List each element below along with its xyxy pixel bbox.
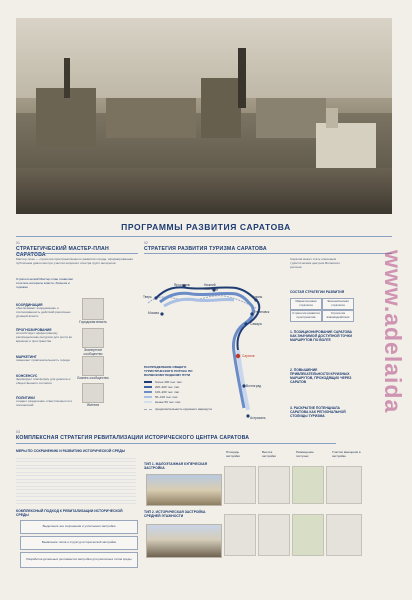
- state-box-space: Стратегия развития пространства: [290, 310, 322, 322]
- section-1-title: СТРАТЕГИЧЕСКИЙ МАСТЕР-ПЛАН САРАТОВА: [16, 246, 109, 258]
- title-rule: [16, 236, 392, 237]
- strategy-state-title: СОСТАЯ СТРАТЕГИИ РАЗВИТИЯ: [290, 290, 345, 294]
- type2-height-diagram: [258, 514, 290, 556]
- legend-swatch-5: [144, 401, 152, 403]
- item-coordination-text: обеспечивает координацию и согласованность действий различных уровней власти: [16, 306, 71, 318]
- city-samara: Самара: [250, 322, 262, 326]
- type2-plots-diagram: [326, 514, 362, 556]
- approach-box-3: Разработка детальных регламентов застройки для различных типов среды: [20, 552, 138, 568]
- legend-item-3: 100–200 тыс. пас.: [155, 390, 180, 394]
- strategy-point-3: 3. РАСКРЫТИЕ ПОТЕНЦИАЛА САРАТОВА КАК РЕГИОНАЛЬНОЙ СТОЛИЦЫ ТУРИЗМА: [290, 406, 346, 418]
- business-figure-icon: [82, 356, 104, 376]
- section-3-title: КОМПЛЕКСНАЯ СТРАТЕГИЯ РЕВИТАЛИЗАЦИИ ИСТОРИЧЕСКОГО ЦЕНТРА САРАТОВА: [16, 435, 250, 441]
- type1-height-diagram: [258, 466, 290, 504]
- type1-placement-diagram: [292, 466, 324, 504]
- watermark-text: www.adelaida: [380, 250, 406, 414]
- legend-item-4: 50–100 тыс. пас.: [155, 395, 179, 399]
- page-title: ПРОГРАММЫ РАЗВИТИЯ САРАТОВА: [121, 222, 291, 232]
- type2-placement-diagram: [292, 514, 324, 556]
- legend-route: продолжительность круизного маршрута: [155, 407, 212, 411]
- item-policy-label: ПОЛИТИКИ: [16, 396, 35, 400]
- city-nizhny: Нижний Новгород: [204, 283, 218, 291]
- legend-swatch-2: [144, 386, 152, 388]
- table-header-area: Площадь застройки: [226, 450, 240, 458]
- section-3-rule: [16, 443, 336, 444]
- city-volgograd: Волгоград: [246, 384, 262, 388]
- type1-building-photo: [146, 474, 222, 506]
- fig-residents: Жители: [86, 403, 100, 407]
- state-box-economic: Экономическая стратегия: [322, 298, 354, 310]
- item-forecast-label: ПРОГНОЗИРОВАНИЕ: [16, 328, 52, 332]
- item-consensus-text: формирует платформу для диалога и общественного согласия: [16, 377, 71, 385]
- strategy-point-2: 2. ПОВЫШЕНИЕ ПРИВЛЕКАТЕЛЬНОСТИ КРУИЗНЫХ МАРШРУТОВ, ПРОХОДЯЩИХ ЧЕРЕЗ САРАТОВ: [290, 368, 352, 384]
- strategy-point-1: 1. ПОЗИЦИОНИРОВАНИЕ САРАТОВА КАК ЗНАЧИМОЙ ДОСТУПНОЙ ТОЧКИ МАРШРУТОВ ПО ВОЛГЕ: [290, 330, 352, 342]
- legend-swatch-4: [144, 396, 152, 398]
- legend-swatch-route: [144, 409, 152, 410]
- approach-box-2: Выявление типов и структур исторической застройки: [20, 536, 138, 550]
- measures-heading: МЕРЫ ПО СОХРАНЕНИЮ И РАЗВИТИЮ ИСТОРИЧЕСКОЙ СРЕДЫ: [16, 449, 125, 453]
- tourism-right-text: Саратов может стать ключевым туристическим центром Волжского региона: [290, 257, 341, 269]
- type1-plots-diagram: [326, 466, 362, 504]
- section-2-number: 02: [144, 241, 148, 245]
- experts-figure-icon: [82, 328, 104, 348]
- item-forecast-text: способствует эффективному распределению ресурсов для роста во времени и пространстве: [16, 331, 73, 343]
- city-astrakhan: Астрахань: [250, 416, 266, 420]
- approach-box-1: Выделение зон сохранения и уплотнения застройки: [20, 520, 138, 534]
- state-box-marketing: Маркетинговая стратегия: [290, 298, 322, 310]
- legend-swatch-3: [144, 391, 152, 393]
- saratov-marker: [236, 354, 240, 358]
- section-2-title: СТРАТЕГИЯ РАЗВИТИЯ ТУРИЗМА САРАТОВА: [144, 246, 267, 252]
- city-kazan: Казань: [252, 295, 263, 299]
- table-header-placement: Размещение построек: [296, 450, 314, 458]
- city-moscow: Москва: [148, 311, 159, 315]
- table-header-height: Высота застройки: [262, 450, 276, 458]
- city-yaroslavl: Ярославль: [174, 283, 191, 287]
- legend-swatch-1: [144, 381, 152, 383]
- residents-figure-icon: [82, 383, 104, 403]
- section-1-rule: [16, 253, 138, 254]
- legend-item-5: менее 50 тыс. пас.: [155, 400, 182, 404]
- legend-item-1: более 300 тыс. пас.: [155, 380, 183, 384]
- city-ulyanovsk: Ульяновск: [254, 310, 270, 314]
- map-caption: РАСПРЕДЕЛЕНИЕ ОБЩЕГО ТУРИСТИЧЕСКОГО ПОТОКА ПО ВОЛЖСКОМУ ВОДНОМУ ПУТИ: [144, 365, 193, 377]
- type1-area-diagram: [224, 466, 256, 504]
- city-authority-figure-icon: [82, 298, 104, 320]
- measures-list: [16, 455, 136, 505]
- table-row-1-title: ТИП 1. МАЛОЭТАЖНАЯ КУПЕЧЕСКАЯ ЗАСТРОЙКА: [144, 462, 208, 470]
- type2-area-diagram: [224, 514, 256, 556]
- city-tver: Тверь: [143, 295, 152, 299]
- historic-city-photo: [16, 18, 392, 214]
- type2-building-photo: [146, 524, 222, 558]
- section-2-rule: [144, 253, 392, 254]
- item-coordination-label: КООРДИНАЦИЯ: [16, 303, 43, 307]
- item-marketing-text: повышает привлекательность города: [16, 358, 70, 362]
- section-1-intro2: Стратегический Мастер-план позволяет сочетать интересы власти, бизнеса и горожан: [16, 277, 74, 289]
- legend-item-2: 200–300 тыс. пас.: [155, 385, 180, 389]
- item-consensus-label: КОНСЕНСУС: [16, 374, 38, 378]
- table-row-2-title: ТИП 2. ИСТОРИЧЕСКАЯ ЗАСТРОЙКА СРЕДНЕЙ ЭТАЖНОСТИ: [144, 510, 206, 518]
- section-1-number: 01: [16, 241, 20, 245]
- approach-heading: КОМПЛЕКСНЫЙ ПОДХОД К РЕВИТАЛИЗАЦИИ ИСТОРИЧЕСКОЙ СРЕДЫ: [16, 509, 123, 517]
- fig-city-authority: Городская власть: [79, 320, 107, 324]
- item-policy-text: создает разделение ответственности и полномочий: [16, 399, 73, 407]
- table-header-plots: Участки вмещения в застройке: [332, 450, 361, 458]
- fig-business: Бизнес-сообщество: [77, 376, 109, 380]
- item-marketing-label: МАРКЕТИНГ: [16, 355, 37, 359]
- section-1-intro: Мастер-план — стратегия пространственного развития города, сформированная публичным диалогом при участии широкого спектра групп интересов: [16, 257, 133, 265]
- city-saratov: Саратов: [242, 354, 255, 358]
- state-box-interaction: Стратегия взаимодействия: [322, 310, 354, 322]
- watermark: [380, 250, 410, 590]
- fig-experts: Экспертное сообщество: [83, 348, 103, 356]
- section-3-number: 03: [16, 430, 20, 434]
